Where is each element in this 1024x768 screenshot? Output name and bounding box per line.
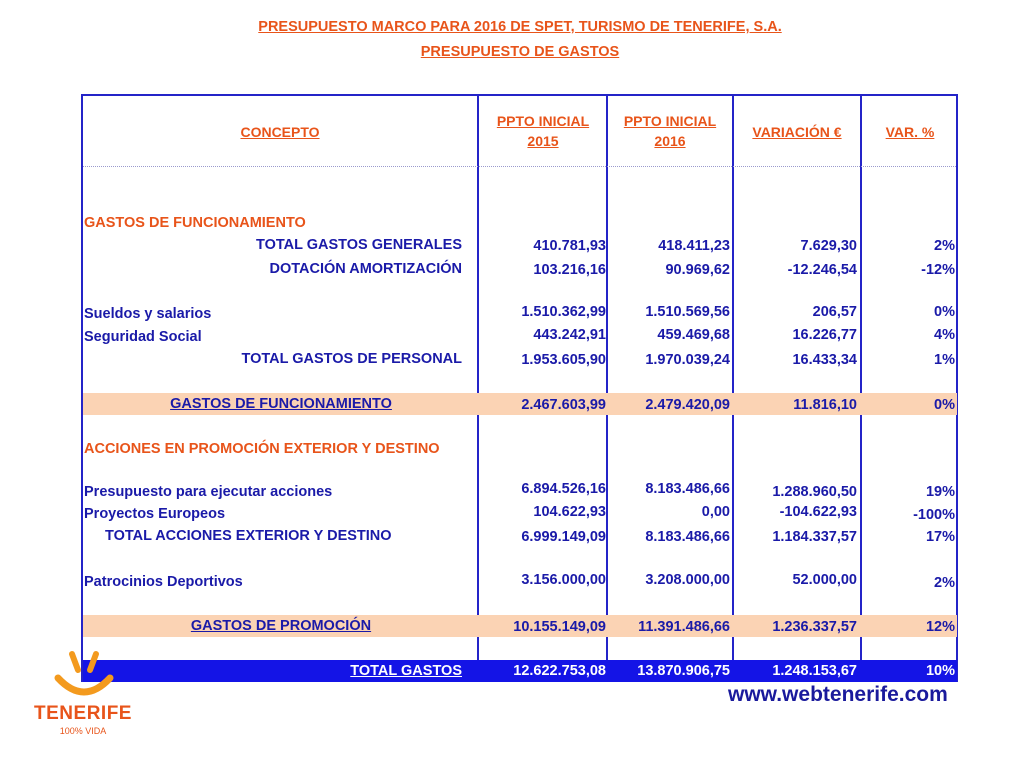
cell-2016: 8.183.486,66	[645, 529, 730, 545]
header-var-pct: VAR. %	[885, 124, 935, 140]
logo-tagline: 100% VIDA	[59, 726, 107, 736]
cell-var-pct: 0%	[934, 304, 955, 320]
header-ppto-2015: PPTO INICIAL 2015	[496, 113, 590, 149]
cell-2016: 1.970.039,24	[645, 352, 730, 368]
row-label: Sueldos y salarios	[84, 306, 212, 322]
cell-2016: 2.479.420,09	[645, 397, 730, 413]
cell-2016: 1.510.569,56	[645, 304, 730, 320]
row-label: TOTAL GASTOS DE PERSONAL	[241, 351, 462, 367]
cell-variacion: 16.433,34	[792, 352, 857, 368]
cell-variacion: 16.226,77	[792, 327, 857, 343]
page-subtitle: PRESUPUESTO DE GASTOS	[420, 44, 620, 60]
cell-2015: 12.622.753,08	[513, 663, 606, 679]
section-label: ACCIONES EN PROMOCIÓN EXTERIOR Y DESTINO	[84, 441, 440, 457]
column-divider	[860, 94, 862, 682]
cell-variacion: 1.248.153,67	[772, 663, 857, 679]
page-title: PRESUPUESTO MARCO PARA 2016 DE SPET, TURISMO DE TENERIFE, S.A.	[258, 19, 782, 35]
column-divider	[606, 94, 608, 682]
row-label: Seguridad Social	[84, 329, 202, 345]
cell-2016: 90.969,62	[665, 262, 730, 278]
cell-var-pct: -100%	[913, 507, 955, 523]
cell-var-pct: 2%	[934, 575, 955, 591]
subtotal-label: GASTOS DE FUNCIONAMIENTO	[170, 396, 392, 412]
cell-variacion: -104.622,93	[779, 504, 857, 520]
cell-2016: 3.208.000,00	[645, 572, 730, 588]
cell-variacion: 52.000,00	[792, 572, 857, 588]
column-divider	[477, 94, 479, 682]
cell-var-pct: 12%	[925, 619, 955, 635]
row-label: TOTAL ACCIONES EXTERIOR Y DESTINO	[105, 528, 392, 544]
cell-2015: 103.216,16	[533, 262, 606, 278]
cell-2015: 1.953.605,90	[521, 352, 606, 368]
cell-2016: 11.391.486,66	[638, 619, 730, 635]
header-separator	[83, 166, 956, 167]
website-link[interactable]: www.webtenerife.com	[728, 683, 948, 706]
cell-var-pct: 1%	[934, 352, 955, 368]
header-variacion: VARIACIÓN €	[752, 124, 842, 140]
cell-2016: 0,00	[701, 504, 730, 520]
cell-variacion: 1.236.337,57	[772, 619, 857, 635]
cell-var-pct: 19%	[925, 484, 955, 500]
cell-var-pct: 10%	[925, 663, 955, 679]
cell-2015: 1.510.362,99	[521, 304, 606, 320]
cell-2015: 410.781,93	[533, 238, 606, 254]
row-label: Presupuesto para ejecutar acciones	[84, 484, 333, 500]
section-label: GASTOS DE FUNCIONAMIENTO	[84, 215, 306, 231]
row-label: Proyectos Europeos	[84, 506, 226, 522]
budget-table	[81, 94, 958, 682]
cell-variacion: 1.288.960,50	[772, 484, 857, 500]
cell-2016: 13.870.906,75	[637, 663, 730, 679]
subtotal-label: GASTOS DE PROMOCIÓN	[190, 618, 372, 634]
header-concepto: CONCEPTO	[240, 124, 320, 140]
row-label: TOTAL GASTOS GENERALES	[256, 237, 462, 253]
total-label: TOTAL GASTOS	[350, 663, 462, 679]
cell-2016: 418.411,23	[658, 238, 730, 254]
cell-2015: 2.467.603,99	[521, 397, 606, 413]
cell-var-pct: 0%	[934, 397, 955, 413]
cell-variacion: -12.246,54	[787, 262, 857, 278]
cell-variacion: 1.184.337,57	[772, 529, 857, 545]
cell-var-pct: 4%	[934, 327, 955, 343]
cell-2015: 6.894.526,16	[521, 481, 606, 497]
cell-variacion: 11.816,10	[793, 397, 857, 413]
cell-2015: 104.622,93	[533, 504, 606, 520]
cell-2016: 8.183.486,66	[645, 481, 730, 497]
logo-wordmark: TENERIFE	[34, 703, 132, 724]
row-label: DOTACIÓN AMORTIZACIÓN	[269, 261, 462, 277]
cell-2015: 443.242,91	[533, 327, 606, 343]
cell-variacion: 206,57	[812, 304, 857, 320]
cell-2016: 459.469,68	[657, 327, 730, 343]
cell-var-pct: 2%	[934, 238, 955, 254]
cell-var-pct: -12%	[921, 262, 955, 278]
column-divider	[732, 94, 734, 682]
cell-2015: 3.156.000,00	[521, 572, 606, 588]
cell-2015: 10.155.149,09	[513, 619, 606, 635]
cell-variacion: 7.629,30	[800, 238, 857, 254]
cell-var-pct: 17%	[925, 529, 955, 545]
row-label: Patrocinios Deportivos	[84, 574, 243, 590]
header-ppto-2016: PPTO INICIAL 2016	[623, 113, 717, 149]
cell-2015: 6.999.149,09	[521, 529, 606, 545]
